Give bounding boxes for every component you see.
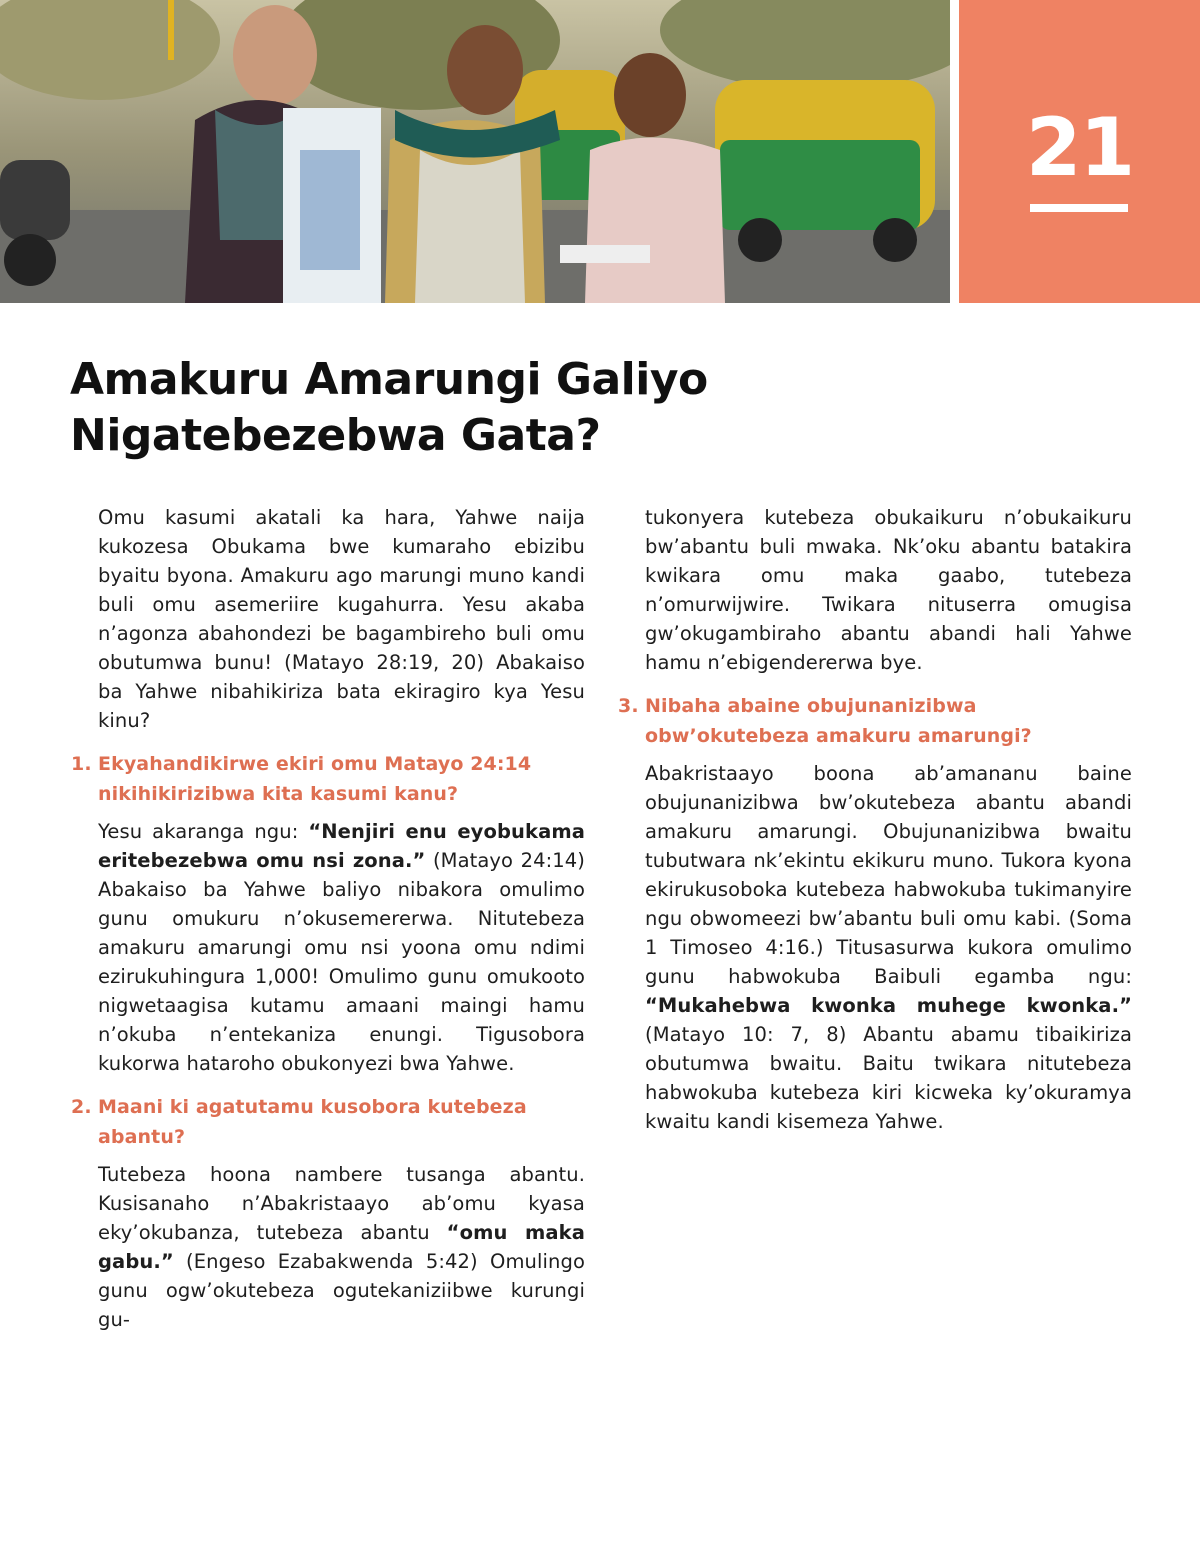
title-line-2: Nigatebezebwa Gata? (70, 410, 601, 461)
answer-2-text-b: (Engeso Ezabakwenda 5:42) Omulingo gunu ogw’okutebeza ogutekaniziibwe kurungi gu- (98, 1250, 585, 1331)
question-3-number: 3. (618, 695, 639, 717)
answer-3-paragraph (645, 759, 1132, 1136)
left-column (71, 503, 585, 1348)
question-2-text: Maani ki agatutamu kusobora kutebeza abantu? (98, 1096, 527, 1148)
chapter-number: 21 (1025, 101, 1134, 194)
page-title (70, 352, 830, 464)
right-column (618, 503, 1132, 1150)
answer-1-paragraph (98, 817, 585, 1078)
chapter-badge (959, 0, 1200, 303)
question-2 (71, 1092, 585, 1152)
question-3 (618, 691, 1132, 751)
title-line-1: Amakuru Amarungi Galiyo (70, 354, 708, 405)
answer-2-text-a: Tutebeza hoona nambere tusanga abantu. Kusisanaho n’Abakristaayo ab’omu kyasa eky’okubanza, tutebeza abantu (98, 1163, 585, 1244)
chapter-underline (1030, 204, 1128, 212)
header-photo (0, 0, 950, 303)
answer-3-text-b: (Matayo 10: 7, 8) Abantu abamu tibaikiriza obutumwa bwaitu. Baitu twikara nitutebeza habwokuba kutebeza kiri kicweka ky’okuramya kwaitu kandi kisemeza Yahwe. (645, 1023, 1132, 1133)
answer-1-text-a: Yesu akaranga ngu: (98, 820, 309, 843)
intro-paragraph: Omu kasumi akatali ka hara, Yahwe naija kukozesa Obukama bwe kumaraho ebizibu byaitu byona. Amakuru ago marungi muno kandi buli omu asemeriire kugahurra. Yesu akaba n’agonza abahondezi be bagambireho buli omu obutumwa bunu! (Matayo 28:19, 20) Abakaiso ba Yahwe nibahikiriza bata ekiragiro kya Yesu kinu? (98, 506, 585, 732)
answer-2-continued: tukonyera kutebeza obukaikuru n’obukaikuru bw’abantu buli mwaka. Nk’oku abantu batakira kwikara omu maka gaabo, tutebeza n’omurwijwire. Twikara nituserra omugisa gw’okugambiraho abantu abandi hali Yahwe hamu n’ebigendererwa bye. (645, 506, 1132, 674)
answer-1-text-b: (Matayo 24:14) Abakaiso ba Yahwe baliyo nibakora omulimo gunu omukuru n’okusemererwa. Nitutebeza amakuru amarungi omu nsi yoona omu ndimi ezirukuhingura 1,000! Omulimo gunu omukooto nigwetaagisa kutamu amaani maingi hamu n’okuba n’entekaniza enungi. Tigusobora kukorwa hataroho obukonyezi bwa Yahwe. (98, 849, 585, 1075)
street-scene-illustration (0, 0, 950, 303)
question-2-number: 2. (71, 1096, 92, 1118)
question-1-text: Ekyahandikirwe ekiri omu Matayo 24:14 nikihikirizibwa kita kasumi kanu? (98, 753, 532, 805)
answer-3-text-a: Abakristaayo boona ab’amananu baine obujunanizibwa bw’okutebeza abantu abandi amakuru amarungi. Obujunanizibwa bwaitu tubutwara nk’ekintu ekikuru muno. Tukora kyona ekirukusoboka kutebeza habwokuba tukimanyire ngu obwomeezi bw’abantu buli omu kabi. (Soma 1 Timoseo 4:16.) Titusasurwa kukora omulimo gunu habwokuba Baibuli egamba ngu: (645, 762, 1132, 988)
question-1-number: 1. (71, 753, 92, 775)
answer-3-quote: “Mukahebwa kwonka muhege kwonka.” (645, 994, 1132, 1017)
question-1 (71, 749, 585, 809)
answer-2-quote: “omu maka gabu.” (98, 1221, 585, 1273)
answer-2-paragraph (98, 1160, 585, 1334)
question-3-text: Nibaha abaine obujunanizibwa obw’okutebeza amakuru amarungi? (645, 695, 1032, 747)
answer-1-quote: “Nenjiri enu eyobukama eritebezebwa omu nsi zona.” (98, 820, 585, 872)
